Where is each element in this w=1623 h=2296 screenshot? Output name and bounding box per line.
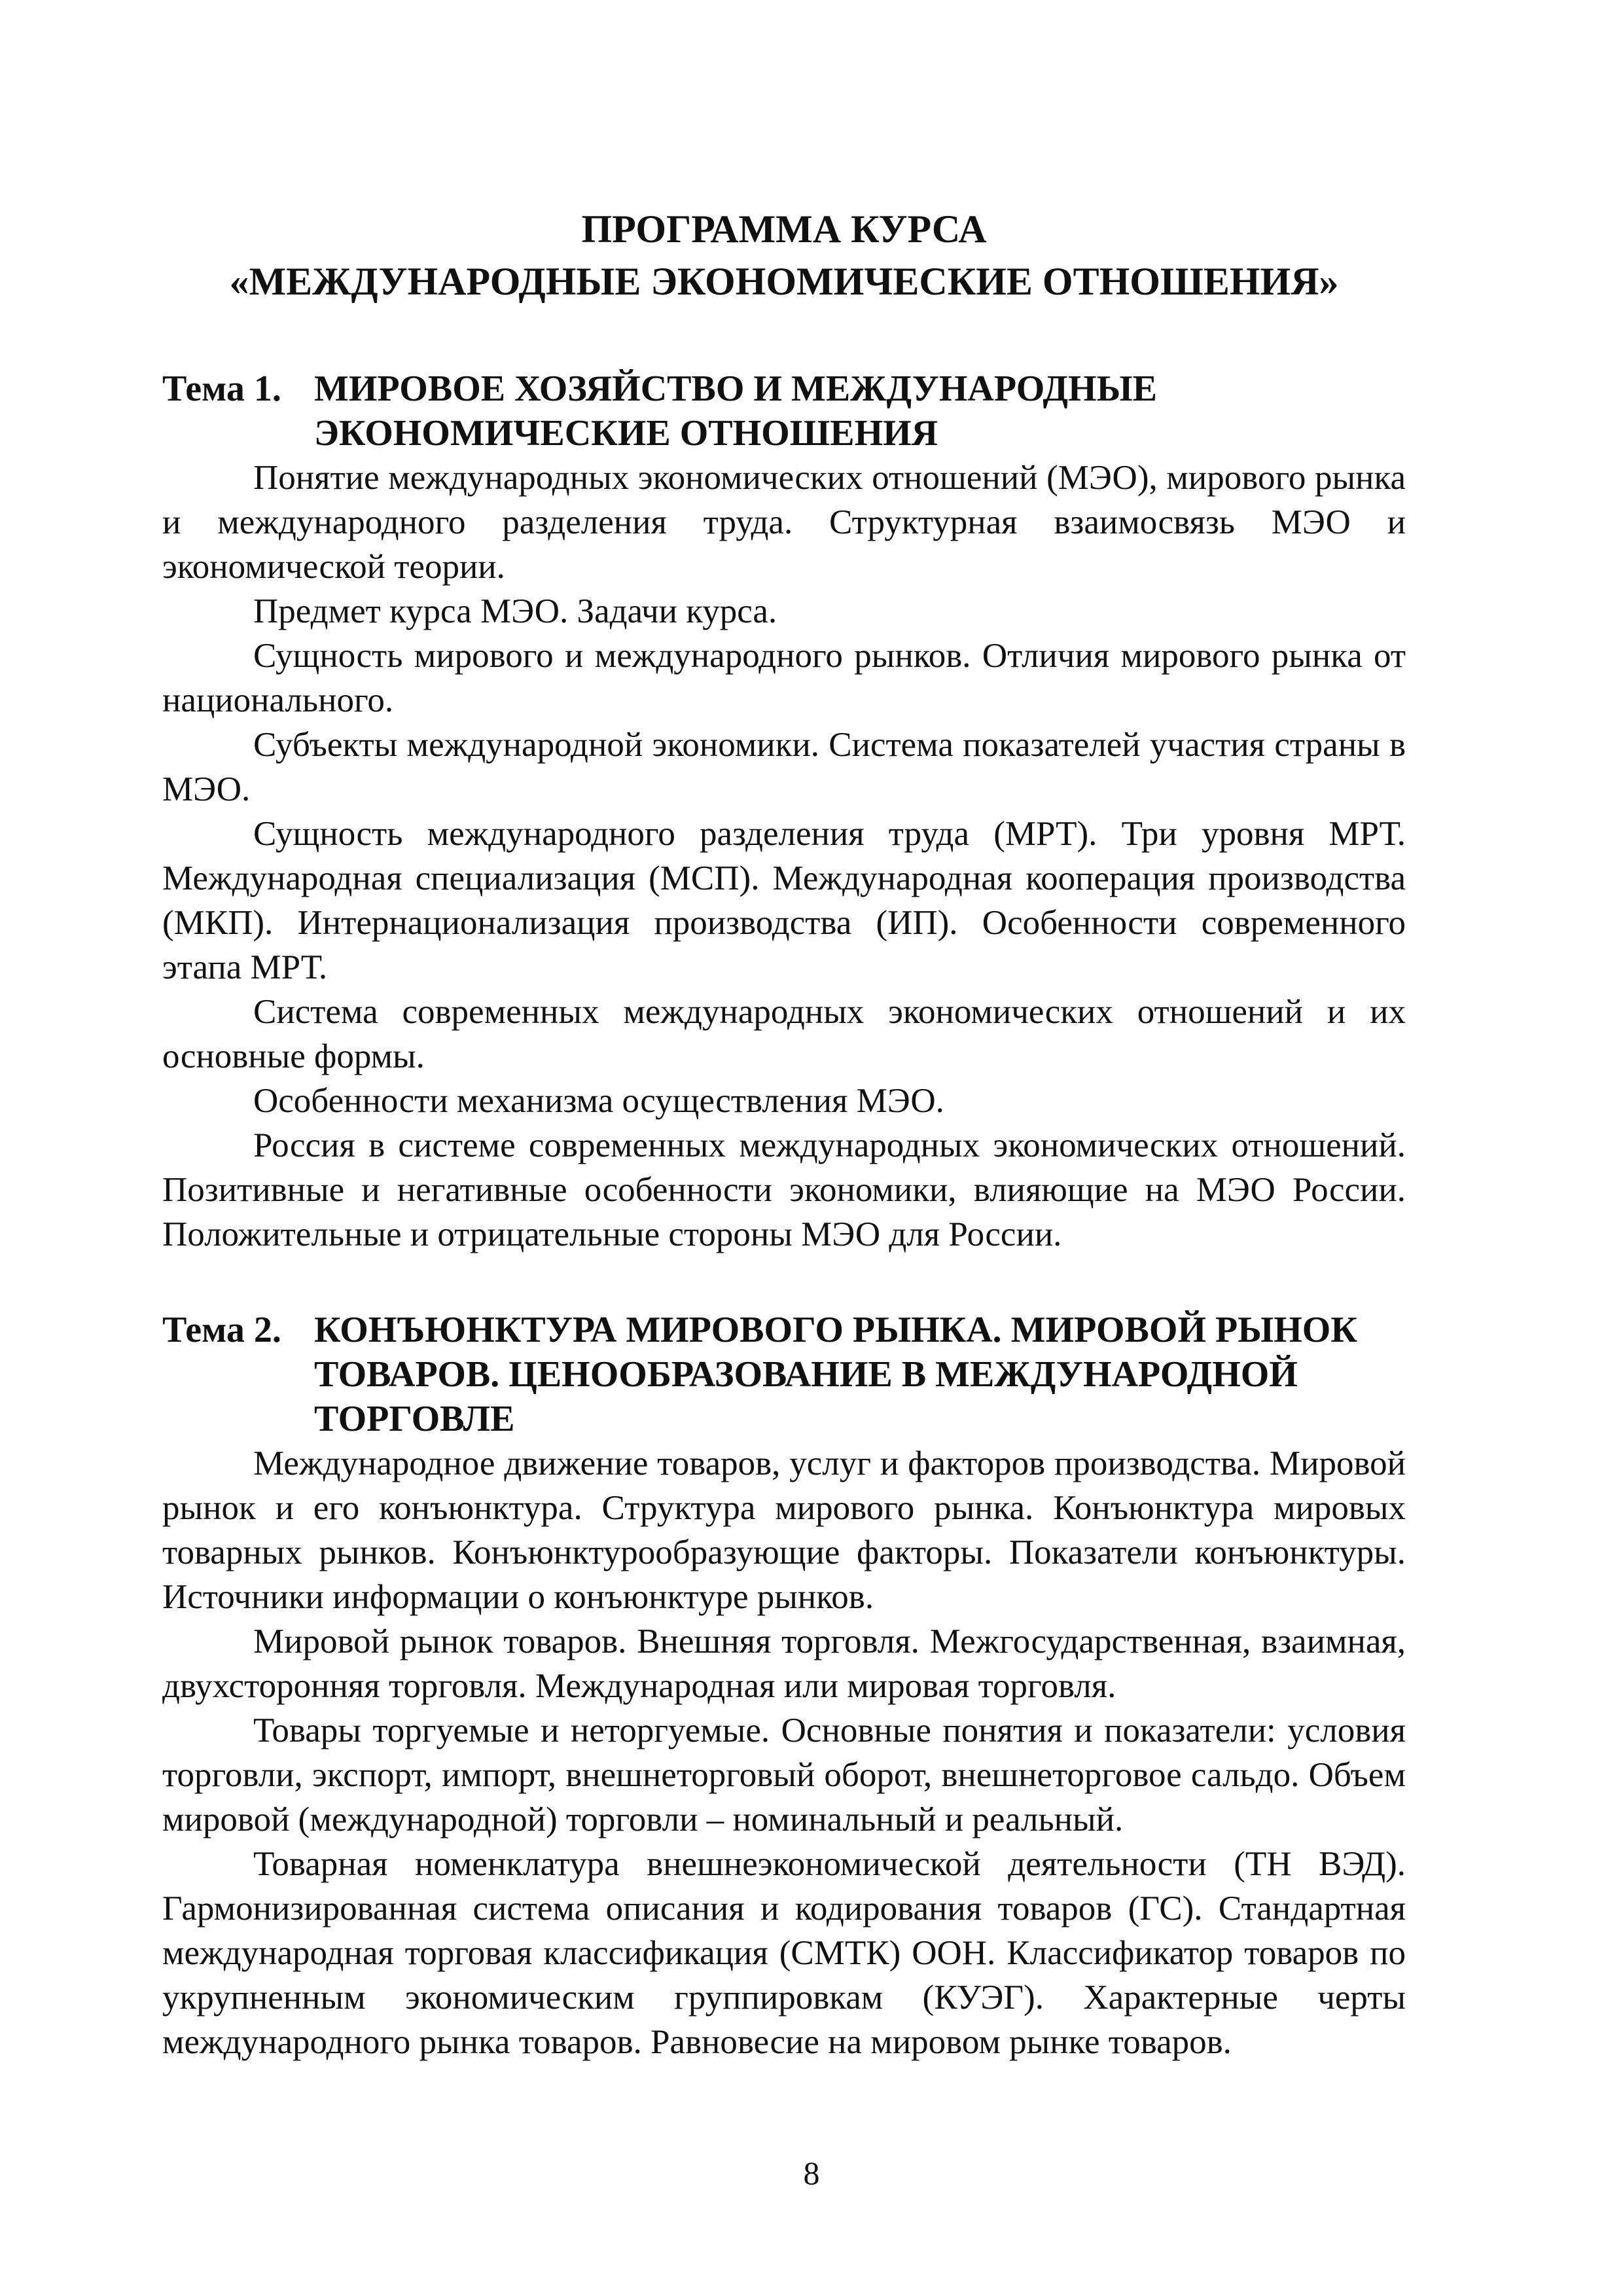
- topic-2-heading-text: КОНЪЮНКТУРА МИРОВОГО РЫНКА. МИРОВОЙ РЫНОК ТОВАРОВ. ЦЕНООБРАЗОВАНИЕ В МЕЖДУНАРОДНОЙ ТОРГОВЛЕ: [314, 1310, 1357, 1439]
- title-line: ПРОГРАММА КУРСА: [581, 207, 987, 251]
- topic-2-heading: [162, 1308, 1406, 1441]
- topic-2-paragraph: Мировой рынок товаров. Внешняя торговля. Межгосударственная, взаимная, двухсторонняя торговля. Международная или мировая торговля.: [162, 1623, 1406, 1705]
- topic-1-heading-text: МИРОВОЕ ХОЗЯЙСТВО И МЕЖДУНАРОДНЫЕ ЭКОНОМИЧЕСКИЕ ОТНОШЕНИЯ: [314, 368, 1157, 454]
- topic-2-section: [162, 1308, 1406, 2064]
- title-line: «МЕЖДУНАРОДНЫЕ ЭКОНОМИЧЕСКИЕ ОТНОШЕНИЯ»: [229, 260, 1339, 303]
- topic-2-label: Тема 2.: [162, 1310, 281, 1350]
- topic-1-paragraph: Предмет курса МЭО. Задачи курса.: [253, 592, 777, 630]
- topic-2-paragraph: Товарная номенклатура внешнеэкономической деятельности (ТН ВЭД). Гармонизированная система описания и кодирования товаров (ГС). Стандартная международная торговая классификация (СМТК) ООН. Классификатор товаров по укрупненным экономическим группировкам (КУЭГ). Характерные черты международного рынка товаров. Равновесие на мировом рынке товаров.: [162, 1845, 1406, 2061]
- topic-1-section: [162, 367, 1406, 1257]
- topic-1-paragraph: Особенности механизма осуществления МЭО.: [253, 1082, 944, 1120]
- topic-2-paragraph: Товары торгуемые и неторгуемые. Основные понятия и показатели: условия торговли, экспорт, импорт, внешнеторговый оборот, внешнеторговое сальдо. Объем мировой (международной) торговли – номинальный и реальный.: [162, 1712, 1406, 1839]
- topic-1-paragraph: Понятие международных экономических отношений (МЭО), мирового рынка и международного разделения труда. Структурная взаимосвязь МЭО и экономической теории.: [162, 459, 1406, 586]
- page-number: 8: [803, 2155, 820, 2191]
- topic-1-heading: [162, 367, 1406, 456]
- page-content: [162, 203, 1406, 2064]
- topic-1-paragraph: Сущность международного разделения труда (МРТ). Три уровня МРТ. Международная специализация (МСП). Международная кооперация производства (МКП). Интернационализация производства (ИП). Особенности современного этапа МРТ.: [162, 815, 1406, 986]
- topic-1-label: Тема 1.: [162, 368, 281, 409]
- topic-1-paragraph: Сущность мирового и международного рынков. Отличия мирового рынка от национального.: [162, 637, 1406, 719]
- topic-1-paragraph: Субъекты международной экономики. Система показателей участия страны в МЭО.: [162, 726, 1406, 808]
- topic-1-paragraph: Россия в системе современных международных экономических отношений. Позитивные и негативные особенности экономики, влияющие на МЭО России. Положительные и отрицательные стороны МЭО для России.: [162, 1126, 1406, 1253]
- course-program-title: [162, 203, 1406, 308]
- topic-1-paragraph: Система современных международных экономических отношений и их основные формы.: [162, 993, 1406, 1075]
- topic-2-paragraph: Международное движение товаров, услуг и факторов производства. Мировой рынок и его конъюнктура. Структура мирового рынка. Конъюнктура мировых товарных рынков. Конъюнктурообразующие факторы. Показатели конъюнктуры. Источники информации о конъюнктуре рынков.: [162, 1444, 1406, 1616]
